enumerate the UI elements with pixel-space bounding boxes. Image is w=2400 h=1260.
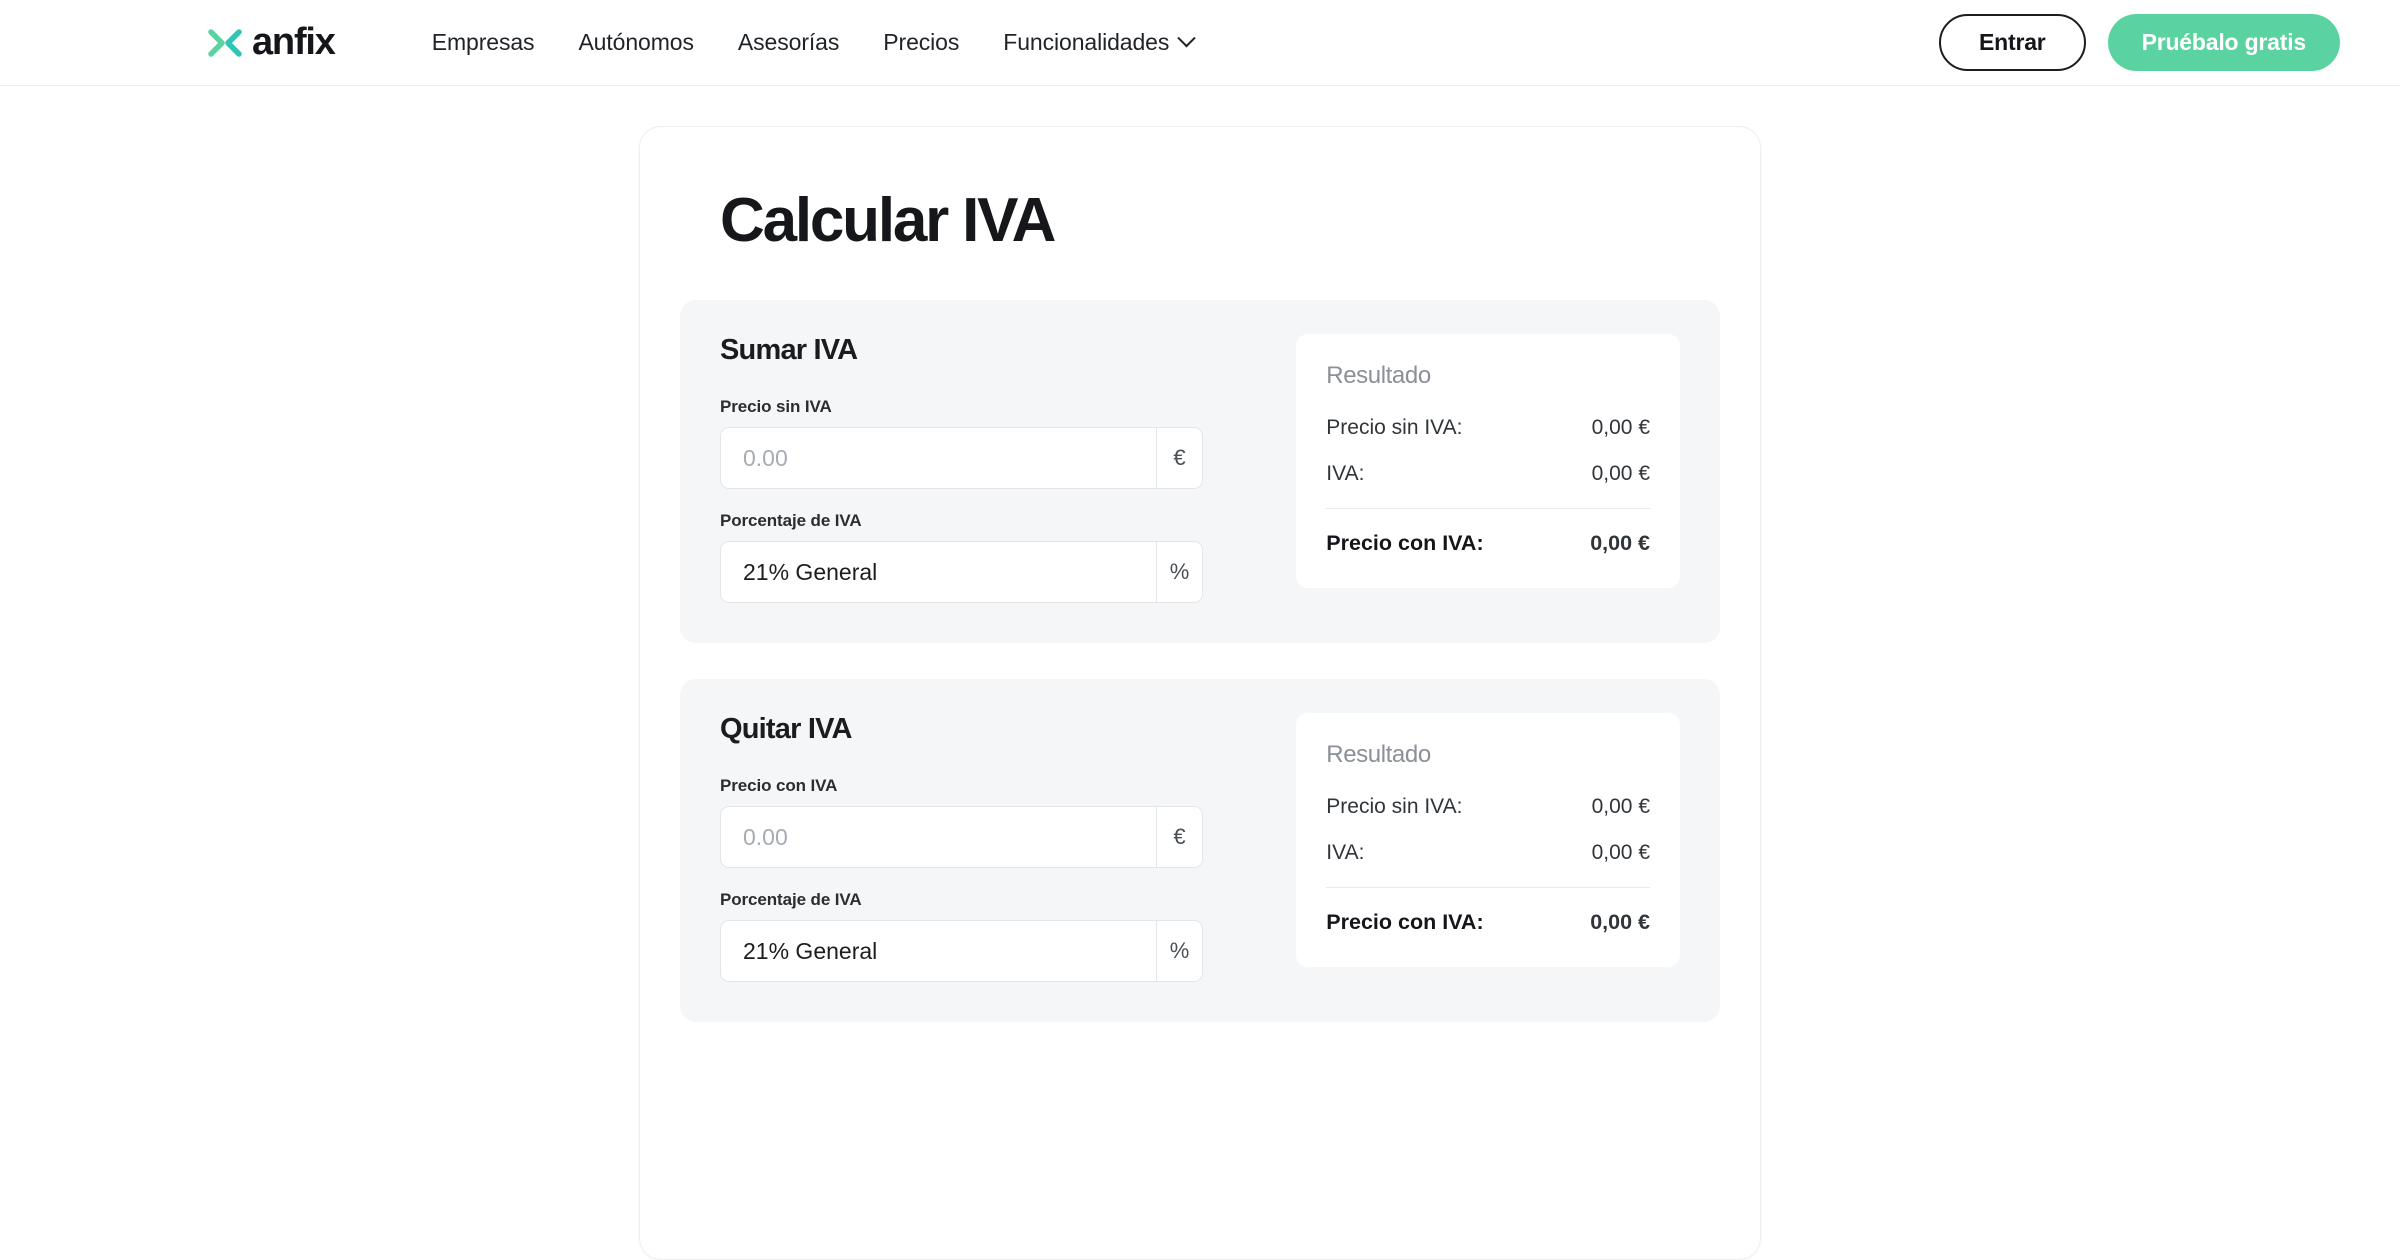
panel-sumar-iva xyxy=(680,300,1720,643)
result-row-iva-quitar xyxy=(1326,841,1650,865)
result-row-precio-sin-iva-sumar xyxy=(1326,416,1650,440)
precio-con-iva-input[interactable] xyxy=(721,807,1156,867)
result-value-precio-sin-iva-sumar: 0,00 € xyxy=(1591,416,1650,439)
page-body xyxy=(0,86,2400,1260)
calculator-card xyxy=(639,126,1761,1260)
porcentaje-iva-sumar-input[interactable] xyxy=(721,542,1156,602)
result-row-total-sumar xyxy=(1326,531,1650,556)
percent-suffix-icon: % xyxy=(1156,542,1202,602)
nav-item-funcionalidades-label: Funcionalidades xyxy=(1003,29,1170,55)
primary-nav xyxy=(432,29,1194,56)
result-label-total-sumar: Precio con IVA: xyxy=(1326,531,1484,555)
porcentaje-iva-quitar-input[interactable] xyxy=(721,921,1156,981)
result-title-quitar: Resultado xyxy=(1326,741,1431,768)
anfix-logo[interactable] xyxy=(208,21,335,64)
nav-item-asesorias[interactable]: Asesorías xyxy=(737,29,840,55)
label-porcentaje-iva-quitar: Porcentaje de IVA xyxy=(720,890,862,909)
login-button[interactable]: Entrar xyxy=(1939,14,2086,71)
result-label-iva-sumar: IVA: xyxy=(1326,462,1365,485)
anfix-logo-text: anfix xyxy=(252,21,335,63)
result-label-precio-sin-iva-sumar: Precio sin IVA: xyxy=(1326,416,1463,439)
input-group-porcentaje-iva-quitar[interactable] xyxy=(720,920,1203,982)
result-row-iva-sumar xyxy=(1326,462,1650,486)
result-value-iva-quitar: 0,00 € xyxy=(1591,841,1650,864)
result-value-total-sumar: 0,00 € xyxy=(1590,531,1650,555)
euro-suffix-icon: € xyxy=(1156,807,1202,867)
panel-quitar-iva-title: Quitar IVA xyxy=(720,713,852,745)
label-porcentaje-iva-sumar: Porcentaje de IVA xyxy=(720,511,862,530)
euro-suffix-icon: € xyxy=(1156,428,1202,488)
input-group-porcentaje-iva-sumar[interactable] xyxy=(720,541,1203,603)
nav-item-precios[interactable]: Precios xyxy=(883,29,960,55)
page-title: Calcular IVA xyxy=(720,186,1055,255)
try-free-button[interactable]: Pruébalo gratis xyxy=(2108,14,2340,71)
result-divider-quitar xyxy=(1326,887,1650,888)
nav-item-funcionalidades[interactable] xyxy=(1003,29,1193,56)
panel-quitar-iva xyxy=(680,679,1720,1022)
result-row-precio-sin-iva-quitar xyxy=(1326,795,1650,819)
result-divider-sumar xyxy=(1326,508,1650,509)
percent-suffix-icon: % xyxy=(1156,921,1202,981)
input-group-precio-con-iva[interactable] xyxy=(720,806,1203,868)
nav-actions xyxy=(1939,14,2340,71)
result-value-precio-sin-iva-quitar: 0,00 € xyxy=(1591,795,1650,818)
panel-sumar-iva-title: Sumar IVA xyxy=(720,334,858,366)
nav-item-autonomos[interactable]: Autónomos xyxy=(578,29,694,55)
anfix-logo-icon xyxy=(208,26,242,60)
result-label-iva-quitar: IVA: xyxy=(1326,841,1365,864)
label-precio-sin-iva: Precio sin IVA xyxy=(720,397,832,416)
input-group-precio-sin-iva[interactable] xyxy=(720,427,1203,489)
result-value-total-quitar: 0,00 € xyxy=(1590,910,1650,934)
chevron-down-icon xyxy=(1178,29,1196,47)
nav-item-empresas[interactable]: Empresas xyxy=(431,29,535,55)
result-title-sumar: Resultado xyxy=(1326,362,1431,389)
result-label-total-quitar: Precio con IVA: xyxy=(1326,910,1484,934)
result-label-precio-sin-iva-quitar: Precio sin IVA: xyxy=(1326,795,1463,818)
result-box-quitar-iva xyxy=(1296,713,1680,967)
panel-sumar-iva-form xyxy=(720,334,1256,603)
result-row-total-quitar xyxy=(1326,910,1650,935)
panel-quitar-iva-form xyxy=(720,713,1256,982)
precio-sin-iva-input[interactable] xyxy=(721,428,1156,488)
top-navigation-bar xyxy=(0,0,2400,86)
result-box-sumar-iva xyxy=(1296,334,1680,588)
result-value-iva-sumar: 0,00 € xyxy=(1591,462,1650,485)
label-precio-con-iva: Precio con IVA xyxy=(720,776,838,795)
